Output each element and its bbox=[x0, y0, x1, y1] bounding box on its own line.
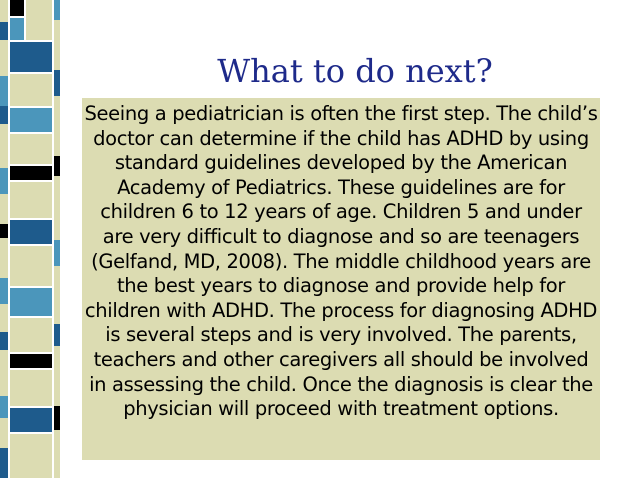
stripe-segment bbox=[10, 408, 52, 432]
stripe-segment bbox=[0, 238, 8, 278]
stripe-segment bbox=[0, 40, 8, 76]
decorative-stripe bbox=[0, 0, 62, 478]
stripe-segment bbox=[0, 124, 8, 168]
stripe-segment bbox=[10, 134, 52, 164]
stripe-segment bbox=[10, 42, 52, 72]
stripe-segment bbox=[54, 156, 60, 176]
stripe-segment bbox=[10, 0, 24, 16]
stripe-segment bbox=[54, 176, 60, 240]
stripe-segment bbox=[54, 430, 60, 478]
stripe-segment bbox=[0, 350, 8, 396]
stripe-segment bbox=[0, 0, 8, 22]
stripe-segment bbox=[0, 194, 8, 224]
stripe-segment bbox=[54, 240, 60, 266]
stripe-segment bbox=[10, 108, 52, 132]
body-text: Seeing a pediatrician is often the first step. The child’s doctor can determine if the child has ADHD by using standard guidelines developed by the American Academy of Pediatrics. These guidelines are for children 6 to 12 years of age. Children 5 and under are very difficult to diagnose and so are teenagers (Gelfand, MD, 2008). The middle childhood years are the best years to diagnose and provide help for children with ADHD. The process for diagnosing ADHD is several steps and is very involved. The parents, teachers and other caregivers all should be involved in assessing the child. Once the diagnosis is clear the physician will proceed with treatment options. bbox=[84, 102, 598, 421]
stripe-segment bbox=[10, 166, 52, 180]
stripe-segment bbox=[0, 396, 8, 418]
stripe-segment bbox=[54, 20, 60, 70]
stripe-segment bbox=[0, 224, 8, 238]
stripe-segment bbox=[26, 0, 52, 40]
stripe-segment bbox=[54, 346, 60, 406]
stripe-segment bbox=[54, 96, 60, 156]
stripe-segment bbox=[0, 418, 8, 448]
stripe-segment bbox=[0, 448, 8, 478]
stripe-segment bbox=[10, 182, 52, 218]
stripe-segment bbox=[10, 246, 52, 286]
stripe-segment bbox=[0, 304, 8, 332]
stripe-segment bbox=[10, 288, 52, 316]
stripe-segment bbox=[10, 354, 52, 368]
stripe-segment bbox=[10, 434, 52, 478]
stripe-segment bbox=[0, 168, 8, 194]
stripe-segment bbox=[54, 324, 60, 346]
stripe-segment bbox=[54, 0, 60, 20]
stripe-segment bbox=[0, 332, 8, 350]
stripe-segment bbox=[0, 106, 8, 124]
stripe-segment bbox=[0, 22, 8, 40]
content-box bbox=[82, 98, 600, 460]
stripe-segment bbox=[10, 370, 52, 406]
slide-title: What to do next? bbox=[217, 52, 493, 90]
stripe-segment bbox=[10, 318, 52, 352]
stripe-segment bbox=[10, 18, 24, 40]
stripe-segment bbox=[54, 266, 60, 324]
stripe-segment bbox=[0, 76, 8, 106]
stripe-segment bbox=[54, 70, 60, 96]
stripe-segment bbox=[10, 220, 52, 244]
stripe-segment bbox=[0, 278, 8, 304]
stripe-segment bbox=[54, 406, 60, 430]
stripe-segment bbox=[10, 74, 52, 106]
